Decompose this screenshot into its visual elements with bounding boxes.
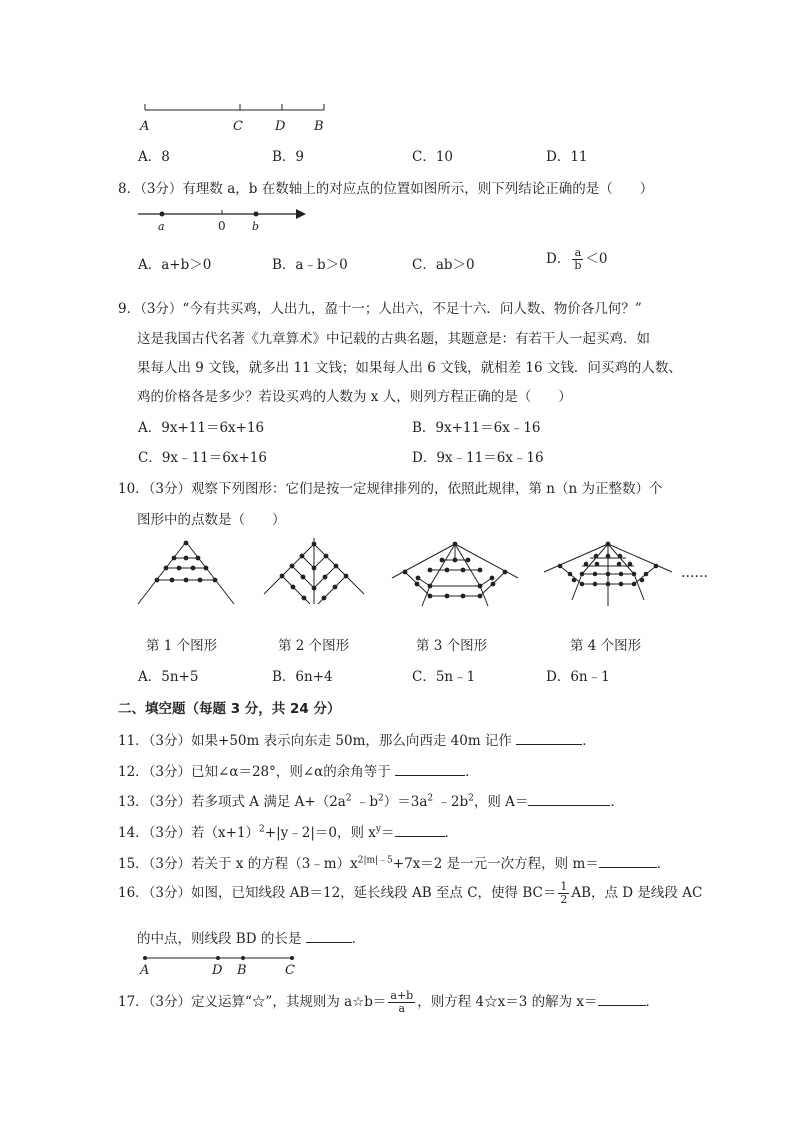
q13-sup-2: 2 bbox=[378, 793, 384, 804]
q7-option-b: B．9 bbox=[272, 149, 305, 165]
q10-figure-2 bbox=[262, 536, 366, 606]
q15-sup: 2|m|﹣5 bbox=[357, 855, 393, 866]
q9-option-b: B．9x+11＝6x﹣16 bbox=[412, 420, 541, 436]
q16-text-a: 16．（3分）如图，已知线段 AB＝12，延长线段 AB 至点 C，使得 BC＝ bbox=[118, 885, 557, 901]
q13-sup-3: 2 bbox=[427, 793, 434, 804]
q9-line-3: 果每人出 9 文钱，就多出 11 文钱；如果每人出 6 文钱，就相差 16 文钱．问买鸡的人数、 bbox=[137, 360, 682, 376]
q16-fraction bbox=[558, 881, 569, 906]
q15-answer-blank[interactable] bbox=[599, 854, 657, 868]
q13 bbox=[118, 790, 624, 810]
q16-text-b: AB，点 D 是线段 AC bbox=[571, 885, 703, 901]
q14-text-b: +|y﹣2|＝0，则 x bbox=[264, 825, 376, 841]
q17-answer-blank[interactable] bbox=[598, 992, 646, 1006]
q10-line-1: 10．（3分）观察下列图形：它们是按一定规律排列的，依照此规律，第 n（n 为正整数）个 bbox=[118, 481, 663, 497]
q13-text-a: 13．（3分）若多项式 A 满足 A+（2a bbox=[118, 794, 346, 810]
q15-text-a: 15．（3分）若关于 x 的方程（3﹣m）x bbox=[118, 856, 358, 872]
q17-frac-den: a bbox=[398, 1002, 406, 1015]
q9-option-c: C．9x﹣11＝6x+16 bbox=[138, 450, 267, 466]
q13-text-d: ﹣2b bbox=[433, 794, 469, 810]
q16-line-1 bbox=[118, 881, 702, 906]
q16-line-2 bbox=[137, 927, 365, 947]
q11-answer-blank[interactable] bbox=[516, 731, 582, 745]
q7-option-a: A．8 bbox=[138, 149, 170, 165]
q11-text: 11．（3分）如果+50m 表示向东走 50m，那么向西走 40m 记作 bbox=[118, 733, 512, 749]
q14-text-a: 14．（3分）若（x+1） bbox=[118, 825, 260, 841]
q8-option-d-den: b bbox=[574, 259, 582, 272]
q14-period: ． bbox=[444, 825, 458, 841]
q17-frac-num: a+b bbox=[390, 989, 414, 1002]
q16-period: ． bbox=[351, 931, 366, 947]
q16-segment-figure bbox=[140, 950, 300, 978]
q8-option-d-num: a bbox=[572, 247, 583, 260]
q8-label-a: a bbox=[158, 220, 165, 233]
q10-line-2: 图形中的点数是（ ） bbox=[137, 512, 286, 528]
q7-point-c: C bbox=[233, 119, 243, 134]
q7-option-d: D．11 bbox=[546, 149, 588, 165]
q13-text-e: ，则 A＝ bbox=[473, 794, 529, 810]
q12 bbox=[118, 760, 479, 780]
q14-sup-2: y bbox=[375, 824, 381, 835]
q7-point-b: B bbox=[314, 119, 324, 134]
q13-answer-blank[interactable] bbox=[528, 792, 610, 806]
q10-ellipsis: …… bbox=[681, 565, 708, 581]
q13-period: ． bbox=[610, 794, 624, 810]
q13-sup-1: 2 bbox=[345, 793, 352, 804]
q17-text-b: ，则方程 4☆x＝3 的解为 x＝ bbox=[417, 994, 598, 1010]
q7-point-a: A bbox=[140, 119, 150, 134]
q9-option-d: D．9x﹣11＝6x﹣16 bbox=[412, 450, 544, 466]
q14-sup-1: 2 bbox=[259, 824, 265, 835]
q16-point-d: D bbox=[212, 963, 223, 978]
q10-option-a: A．5n+5 bbox=[138, 669, 199, 685]
q10-fig-label-2: 第 2 个图形 bbox=[278, 638, 350, 654]
q7-point-d: D bbox=[275, 119, 286, 134]
q11 bbox=[118, 729, 596, 749]
q14-text-c: ＝ bbox=[381, 825, 395, 841]
q8-label-zero: 0 bbox=[218, 219, 226, 233]
q16-frac-num: 1 bbox=[560, 880, 568, 893]
q17-text-a: 17．（3分）定义运算“☆”，其规则为 a☆b＝ bbox=[118, 994, 387, 1010]
q8-stem: 8．（3分）有理数 a，b 在数轴上的对应点的位置如图所示，则下列结论正确的是（ ） bbox=[118, 181, 654, 197]
q7-option-c: C．10 bbox=[412, 149, 454, 165]
q10-fig-label-1: 第 1 个图形 bbox=[146, 638, 218, 654]
q13-sup-4: 2 bbox=[468, 793, 474, 804]
q10-option-b: B．6n+4 bbox=[272, 669, 333, 685]
q8-option-d-suffix: ＜0 bbox=[585, 251, 608, 267]
q11-period: ． bbox=[582, 733, 596, 749]
q13-text-c: ）＝3a bbox=[383, 794, 428, 810]
q10-fig-label-4: 第 4 个图形 bbox=[570, 638, 642, 654]
q8-option-d-prefix: D． bbox=[546, 251, 571, 267]
q10-option-c: C．5n﹣1 bbox=[412, 669, 476, 685]
q9-line-2: 这是我国古代名著《九章算术》中记载的古典名题，其题意是：有若干人一起买鸡．如 bbox=[137, 331, 650, 347]
q17-fraction bbox=[388, 990, 415, 1015]
q7-segment-figure bbox=[140, 98, 330, 138]
q10-fig-label-3: 第 3 个图形 bbox=[416, 638, 488, 654]
q16-line-2-text: 的中点，则线段 BD 的长是 bbox=[137, 931, 302, 947]
q8-option-c: C．ab＞0 bbox=[412, 257, 475, 273]
q10-option-d: D．6n﹣1 bbox=[546, 669, 610, 685]
q8-label-b: b bbox=[252, 220, 260, 233]
q16-answer-blank[interactable] bbox=[306, 929, 352, 943]
q10-figure-4 bbox=[542, 540, 676, 608]
q12-answer-blank[interactable] bbox=[395, 762, 465, 776]
q8-option-d-fraction bbox=[572, 247, 583, 272]
q15-text-b: +7x＝2 是一元一次方程，则 m＝ bbox=[392, 856, 599, 872]
q16-point-a: A bbox=[140, 963, 150, 978]
q8-option-b: B．a﹣b＞0 bbox=[272, 257, 348, 273]
q15-period: ． bbox=[656, 856, 671, 872]
q14 bbox=[118, 821, 458, 841]
q16-frac-den: 2 bbox=[560, 893, 568, 906]
q8-number-line bbox=[138, 204, 308, 236]
q12-period: ． bbox=[465, 764, 479, 780]
q9-line-4: 鸡的价格各是多少？若设买鸡的人数为 x 人，则列方程正确的是（ ） bbox=[137, 389, 572, 405]
q10-figure-3 bbox=[390, 540, 520, 608]
q17-period: ． bbox=[645, 994, 660, 1010]
q10-figure-1 bbox=[136, 538, 238, 608]
q8-option-a: A．a+b＞0 bbox=[138, 257, 212, 273]
q8-option-d bbox=[546, 247, 607, 272]
q9-line-1: 9．（3分）“今有共买鸡，人出九，盈十一；人出六，不足十六．问人数、物价各几何？” bbox=[118, 301, 642, 317]
section-2-heading: 二、填空题（每题 3 分，共 24 分） bbox=[118, 701, 341, 717]
q15 bbox=[118, 852, 670, 872]
q17 bbox=[118, 990, 659, 1015]
q16-point-c: C bbox=[285, 963, 295, 978]
q14-answer-blank[interactable] bbox=[395, 823, 445, 837]
q13-text-b: ﹣b bbox=[351, 794, 379, 810]
q12-text: 12．（3分）已知∠α＝28°，则∠α的余角等于 bbox=[118, 764, 391, 780]
q9-option-a: A．9x+11＝6x+16 bbox=[138, 420, 265, 436]
q16-point-b: B bbox=[237, 963, 247, 978]
